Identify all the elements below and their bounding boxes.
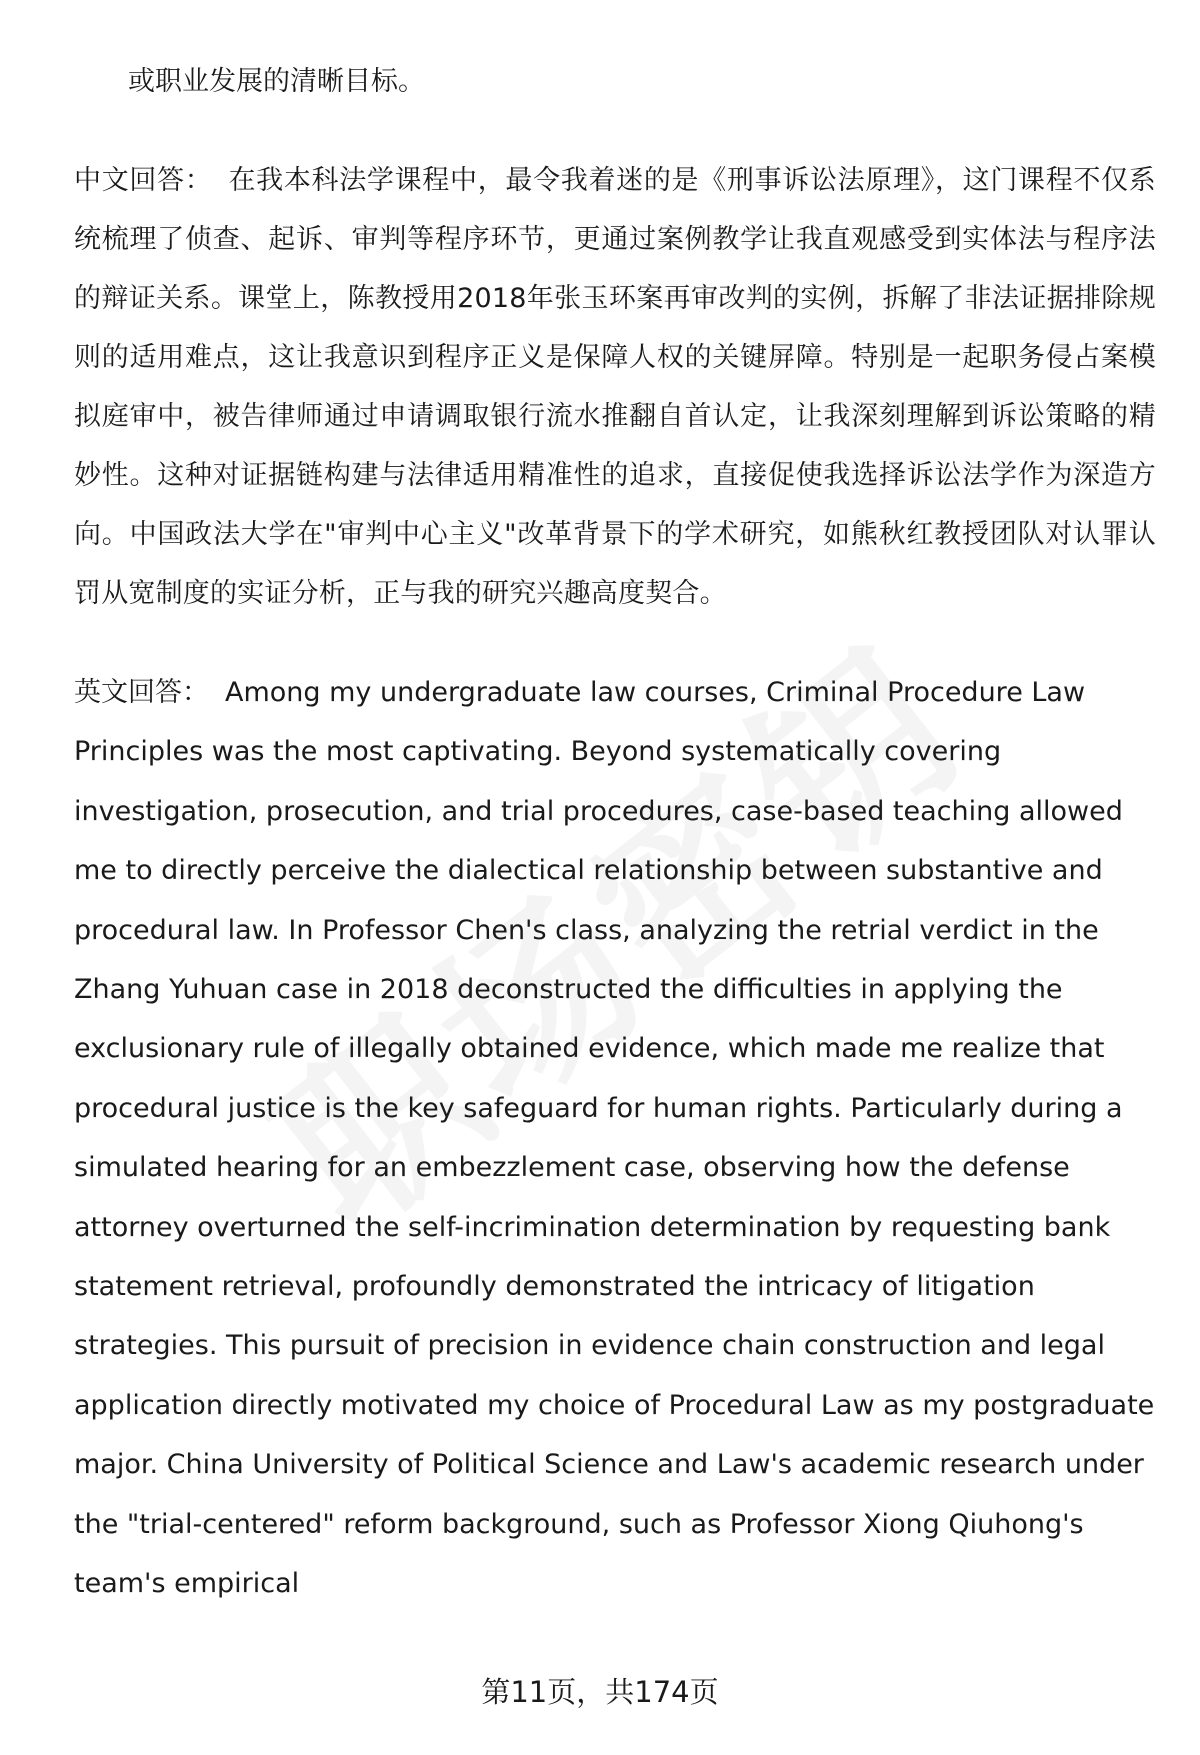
english-answer-label: 英文回答： bbox=[74, 677, 209, 708]
english-answer-paragraph bbox=[74, 663, 1156, 1614]
chinese-answer-text: 在我本科法学课程中，最令我着迷的是《刑事诉讼法原理》，这门课程不仅系统梳理了侦查、起诉、审判等程序环节，更通过案例教学让我直观感受到实体法与程序法的辩证关系。课堂上，陈教授用2018年张玉环案再审改判的实例，拆解了非法证据排除规则的适用难点，这让我意识到程序正义是保障人权的关键屏障。特别是一起职务侵占案模拟庭审中，被告律师通过申请调取银行流水推翻自首认定，让我深刻理解到诉讼策略的精妙性。这种对证据链构建与法律适用精准性的追求，直接促使我选择诉讼法学作为深造方向。中国政法大学在"审判中心主义"改革背景下的学术研究，如熊秋红教授团队对认罪认罚从宽制度的实证分析，正与我的研究兴趣高度契合。 bbox=[74, 165, 1156, 609]
page-number-footer: 第11页，共174页 bbox=[481, 1675, 719, 1709]
continuation-line: 或职业发展的清晰目标。 bbox=[128, 66, 425, 97]
chinese-answer-paragraph bbox=[74, 151, 1156, 623]
page-content bbox=[74, 52, 1156, 1614]
chinese-answer-label: 中文回答： bbox=[74, 165, 213, 196]
english-answer-text: Among my undergraduate law courses, Criminal Procedure Law Principles was the most captivating. Beyond systematically covering investigation, prosecution, and trial procedures, case-based teaching allowed me to directly perceive the dialectical relationship between substantive and procedural law. In Professor Chen's class, analyzing the retrial verdict in the Zhang Yuhuan case in 2018 deconstructed the difficulties in applying the exclusionary rule of illegally obtained evidence, which made me realize that procedural justice is the key safeguard for human rights. Particularly during a simulated hearing for an embezzlement case, observing how the defense attorney overturned the self-incrimination determination by requesting bank statement retrieval, profoundly demonstrated the intricacy of litigation strategies. This pursuit of precision in evidence chain construction and legal application directly motivated my choice of Procedural Law as my postgraduate major. China University of Political Science and Law's academic research under the "trial-centered" reform background, such as Professor Xiong Qiuhong's team's empirical bbox=[74, 677, 1155, 1600]
